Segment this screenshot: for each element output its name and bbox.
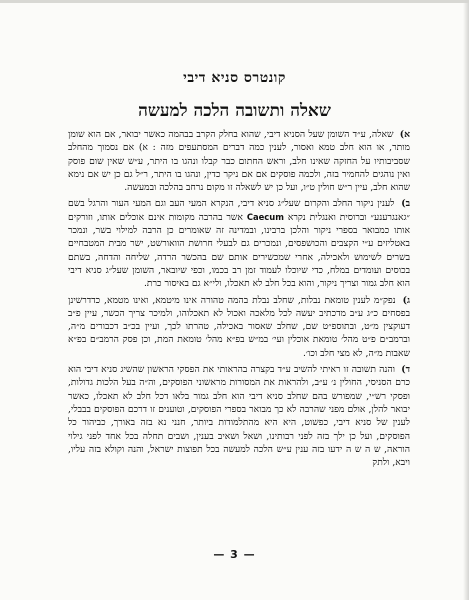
page-number: — 3 —: [213, 548, 256, 561]
top-edge-rule: [0, 0, 469, 3]
paragraph-c: [68, 294, 410, 360]
paragraph-label: ב): [401, 198, 411, 210]
paragraph-a: [68, 128, 410, 194]
section-title: שאלה ותשובה הלכה למעשה: [138, 101, 331, 121]
paragraph-d: [68, 363, 410, 469]
scan-edge-shadow: [463, 0, 469, 600]
paragraph-text: והנה תשובה זו ראיתי להשיב ע״ד בקצרה בהראותי את הפסקי הראשון שהשיג סניא דיבי הוא כרם הסניסי, החולין נ׳ ע״ב, ולהראות את המסורות מראשוני הפוסקים, וה״ה בעל הלכות גדולות, ופסקי רש״י, שמפורש בהם שחלב סניא דיבי הוא חלב גמור בלאו דכל חלב לא תאכלו, כאשר יבואר להלן, אולם מפני שהרבה לא כך מבואר בספרי הפוסקים, וטוענים זו דרכם הפוסקים בבבלי, לענין של סניא דיבי, כפשוט, היא היא מהתלמודות ביותר, חנני נא בזה באורך, כביהור כל הפוסקים, ועל כן ילך בזה לפני רבותינו, ושאל ושאיב בענין, ושבים תחלה בכל אחד לפני גילוי הוראה, ש ה ש ה ידעו בזה ענין ע״ש הלכה למעשה בכל תפוצות ישראל, והנה וקולא בזה עליו, ויבא, ולתק: [68, 364, 410, 469]
paragraph-text: נפק״מ לענין טומאת נבלות, שחלב נבלת בהמה טהורה אינו מיטמא, ואינו מטמא, כדדרשינן בפסחים כ״ג ע״ב מדכתיב יעשה לכל מלאכה ואכול לא תאכלוהו, ולמיכר צריך הכשר, עיין פ״ב דעוקצין מ״ט, ובתוספ״ט שם, שחלב שאסור באכילה, טהרתו לכך, ועיין בכ״ב דכבורים מ״ה, וברמב״ם פ״ט מהל׳ טומאת אוכלין ועי׳ במ״ש בפ״א מהל׳ טומאת המת, וכן פסק הרמב״ם בפ״א שאבות מ״ה, לא מצי חלב וכו׳.: [68, 294, 410, 359]
body-text: [68, 128, 410, 472]
paragraph-text: לענין ניקור החלב והקרום שעל״ג סניא דיבי, הנקרא המעי העב וגם המעי העור והרגל בשם ״גאנגרענע״ וברוסית ואנגלית נקרא: [68, 198, 410, 223]
booklet-title: קונטרס סניא דיבי: [183, 70, 286, 86]
paragraph-b: [68, 197, 410, 290]
paragraph-label: ד): [401, 364, 411, 376]
page-header: [40, 70, 429, 137]
paragraph-label: ג): [402, 294, 410, 306]
latin-term: Caecum: [246, 211, 284, 222]
paragraph-text-continued: אשר בהרבה מקומות אינם אוכלים אותו, וזורקים אותו כמבואר בספרי ניקור והלכן ברבינו, ובמדינה זה שאומרים כן הרבה למילוי בשר, ונמכר באטליזים ע״י הקצבים והכושפסים, ונמכרים גם לבעלי חרושת הוואורשט, ישר מבית המטבחיים בשרים לשימוש ולאכילה, אחרי שמכשירים אותם שם בהכשר הרדה, שליחה והדחה, בשתם בכוסים ועומדים במלח, כדי שיוכלו לעמוד זמן רב בכמו, וכפי שיובאר, השומן שעל״ג סניא דיבי הוא חלב גמור וצריך ניקור, והוא בכל חלב לא תאכלו, ולי״א גם באיסור כרת.: [68, 211, 410, 290]
paragraph-text: שאלה, ע״ד השומן שעל הסניא דיבי, שהוא בחלק הקרב בבהמה כאשר יבואר, אם הוא שומן מותר, או הוא חלב טמא ואסור, לענין כמה דברים המסתעפים מזה : א) אם נסמוך מהחלב שסביבותיו על החזקה שאינו חלב, וראש החתום כבר קבלו ונהגו בו היתר, ע״ש שאין שום פוסק ואין נוהגים להחמיר בזה, ולכמה פוסקים אם אם ניקר כדין, ונהגו בו היתר, ר״ל גם כן יש אם נימא שהוא חלב, עיין ר״ש חולין ט״ו, ועל כן יש לשאלה זו מקום נרחב בהלכה ובמעשה.: [68, 129, 410, 194]
paragraph-label: א): [399, 129, 410, 140]
